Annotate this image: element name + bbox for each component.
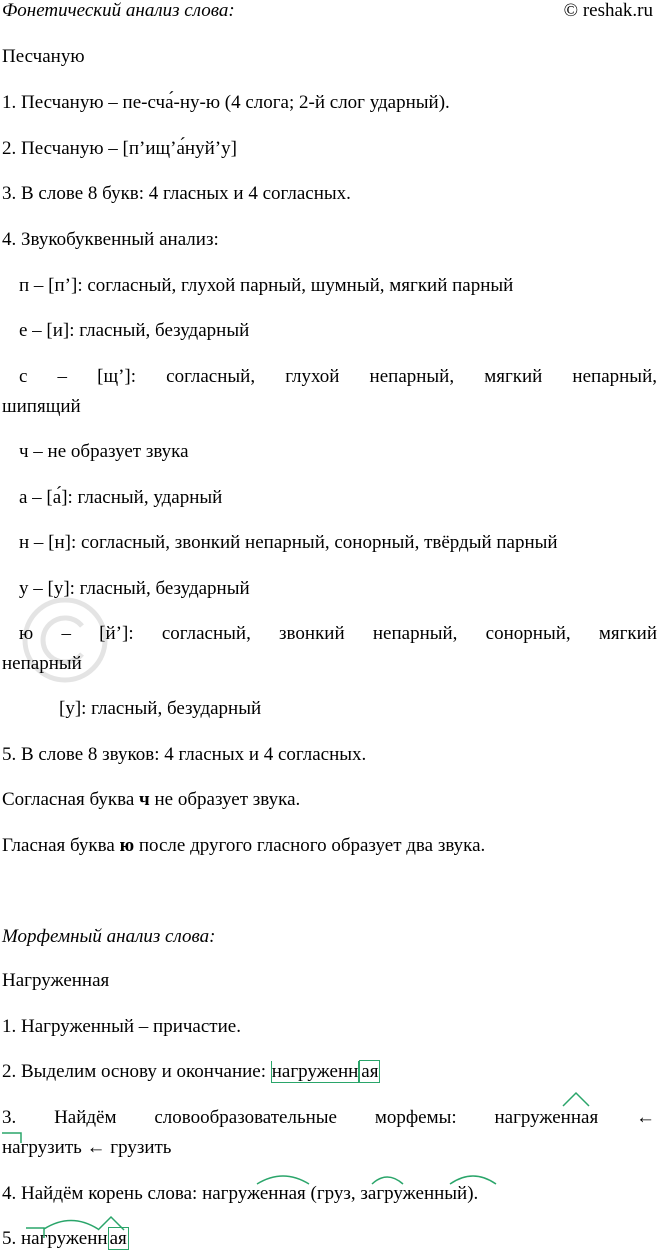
morphemic-item-2: 2. Выделим основу и окончание: нагруженн ая [2,1061,379,1082]
letter-analysis-yu: ю – [й’]: согласный, звонкий непарный, сонорный, мягкий [19,623,657,644]
phonetic-analysis-title: Фонетический анализ слова: [2,0,235,21]
morpheme-suffix: енн [78,1228,108,1249]
letter-analysis-p: п – [п’]: согласный, глухой парный, шумный, мягкий парный [19,275,514,296]
morphemic-item-3-cont: нагрузить ← грузить [2,1137,172,1158]
phonetic-word: Песчаную [2,46,85,67]
word-ending: ая [361,1061,379,1082]
letter-analysis-a: а – [а́]: гласный, ударный [19,487,223,508]
letter-analysis-u: у – [у]: гласный, безударный [19,578,250,599]
morphemic-analysis-title: Морфемный анализ слова: [2,926,216,947]
letter-analysis-s: с – [щ’]: согласный, глухой непарный, мягкий непарный, [19,366,657,387]
letter-analysis-s-cont: шипящий [2,396,81,417]
morpheme-ending: ая [109,1228,127,1249]
morphemic-item-1: 1. Нагруженный – причастие. [2,1016,241,1037]
morpheme-root: груж [39,1228,79,1249]
morphemic-item-3: 3. Найдём словообразовательные морфемы: нагруженная ← [2,1107,655,1128]
phonetic-item-2: 2. Песчаную – [п’ищ’а́нуй’у] [2,138,237,159]
morphemic-item-5: 5. нагруженн ая [2,1228,127,1249]
suffix-mark [563,1093,589,1106]
phonetic-item-3: 3. В слове 8 букв: 4 гласных и 4 согласных. [2,183,351,204]
morphemic-item-4: 4. Найдём корень слова: нагруженная (груз, загруженный). [2,1183,479,1204]
morpheme-prefix: на [21,1228,40,1249]
letter-analysis-e: е – [и]: гласный, безударный [19,320,250,341]
copyright-label: © reshak.ru [563,0,653,21]
phonetic-item-5: 5. В слове 8 звуков: 4 гласных и 4 согласных. [2,744,367,765]
letter-analysis-yu-second-sound: [у]: гласный, безударный [59,698,262,719]
note-vowel-yu: Гласная буква ю после другого гласного образует два звука. [2,835,486,856]
word-stem: нагруженн [271,1061,359,1082]
phonetic-item-1: 1. Песчаную – пе-сча́-ну-ю (4 слога; 2-й слог ударный). [2,92,450,113]
letter-analysis-n: н – [н]: согласный, звонкий непарный, сонорный, твёрдый парный [19,532,558,553]
letter-analysis-yu-cont: непарный [2,653,82,674]
morphemic-word: Нагруженная [2,970,110,991]
phonetic-item-4: 4. Звукобуквенный анализ: [2,229,219,250]
note-consonant-ch: Согласная буква ч не образует звука. [2,789,301,810]
letter-analysis-ch: ч – не образует звука [19,441,189,462]
